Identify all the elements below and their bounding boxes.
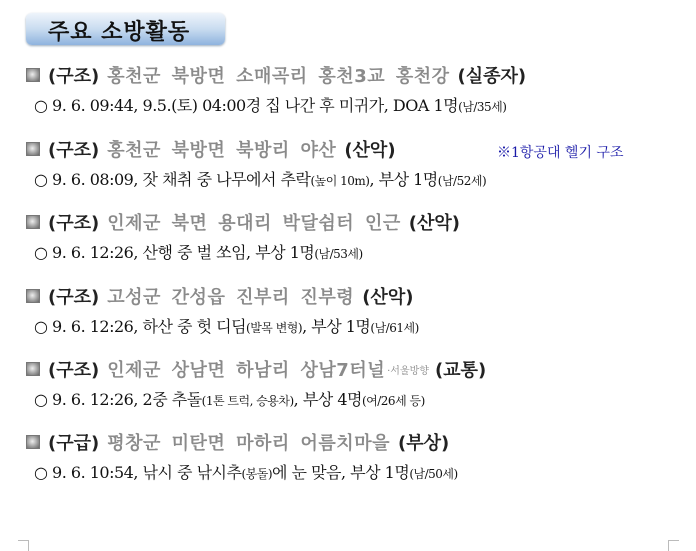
- detail-text: (여/26세 등): [361, 394, 425, 408]
- detail-text: (발목 변형): [246, 321, 303, 335]
- incident-category: (구조): [48, 287, 100, 308]
- square-bullet-icon: [26, 68, 40, 82]
- page-corner-mark: [18, 540, 29, 551]
- detail-text: (남/61세): [370, 321, 419, 335]
- incident-item: [26, 356, 486, 410]
- incident-location: 고성군 간성읍 진부리 진부령: [107, 287, 355, 308]
- incident-detail: [34, 93, 526, 116]
- incident-heading: [26, 209, 460, 235]
- incident-heading: [26, 429, 458, 455]
- incident-heading: [26, 62, 526, 88]
- detail-text: ○ 9. 6. 09:44, 9.5.(토) 04:00경 집 나간 후 미귀가, DOA 1명: [34, 96, 459, 115]
- page-corner-mark: [668, 540, 679, 551]
- section-title-box: [26, 13, 225, 45]
- detail-text: , 부상 1명: [302, 317, 371, 336]
- detail-text: ○ 9. 6. 12:26, 2중 추돌: [34, 390, 202, 409]
- incident-item: [26, 429, 458, 483]
- incident-type: (부상): [397, 433, 450, 454]
- detail-text: (높이 10m): [310, 174, 370, 188]
- location-direction: ·서울방향: [387, 365, 429, 377]
- detail-text: , 부상 4명: [293, 390, 362, 409]
- incident-category: (구급): [48, 433, 100, 454]
- incident-item: [26, 283, 419, 337]
- incident-detail: [34, 240, 460, 263]
- detail-text: (봉돌): [241, 467, 273, 481]
- square-bullet-icon: [26, 289, 40, 303]
- incident-heading: [26, 356, 486, 382]
- incident-location: 인제군 상남면 하남리 상남7터널: [107, 360, 386, 381]
- incident-type: (실종자): [457, 66, 527, 87]
- square-bullet-icon: [26, 362, 40, 376]
- incident-type: (산악): [344, 140, 396, 161]
- incident-item: [26, 209, 460, 263]
- detail-text: ○ 9. 6. 12:26, 산행 중 벌 쏘임, 부상 1명: [34, 243, 315, 262]
- incident-item: [26, 62, 526, 116]
- incident-heading: [26, 136, 486, 162]
- square-bullet-icon: [26, 215, 40, 229]
- detail-text: (1톤 트럭, 승용차): [201, 394, 294, 408]
- incident-location: 홍천군 북방면 소매곡리 홍천3교 홍천강: [107, 66, 450, 87]
- detail-text: ○ 9. 6. 08:09, 잣 채취 중 나무에서 추락: [34, 170, 311, 189]
- detail-text: (남/35세): [458, 100, 507, 114]
- square-bullet-icon: [26, 142, 40, 156]
- incident-location: 인제군 북면 용대리 박달쉼터 인근: [107, 213, 401, 234]
- incident-type: (산악): [408, 213, 460, 234]
- section-title: 주요 소방활동: [48, 20, 191, 45]
- incident-item: [26, 136, 486, 190]
- detail-text: , 부상 1명: [369, 170, 438, 189]
- detail-text: (남/53세): [314, 247, 363, 261]
- incident-type: (산악): [362, 287, 414, 308]
- incident-detail: [34, 460, 458, 483]
- square-bullet-icon: [26, 435, 40, 449]
- incident-detail: [34, 314, 419, 337]
- detail-text: (남/52세): [437, 174, 487, 188]
- incident-category: (구조): [48, 213, 100, 234]
- rescue-note: ※1항공대 헬기 구조: [497, 145, 624, 161]
- incident-detail: [34, 387, 486, 410]
- incident-location: 홍천군 북방면 북방리 야산: [107, 140, 337, 161]
- incident-location: 평창군 미탄면 마하리 어름치마을: [107, 433, 390, 454]
- incident-detail: [34, 167, 486, 190]
- incident-type: (교통): [434, 360, 487, 381]
- incident-category: (구조): [48, 66, 100, 87]
- incident-category: (구조): [48, 140, 100, 161]
- detail-text: (남/50세): [409, 467, 458, 481]
- detail-text: 에 눈 맞음, 부상 1명: [272, 463, 410, 482]
- detail-text: ○ 9. 6. 12:26, 하산 중 헛 디딤: [34, 317, 247, 336]
- incident-heading: [26, 283, 419, 309]
- incident-category: (구조): [48, 360, 100, 381]
- detail-text: ○ 9. 6. 10:54, 낚시 중 낚시추: [34, 463, 242, 482]
